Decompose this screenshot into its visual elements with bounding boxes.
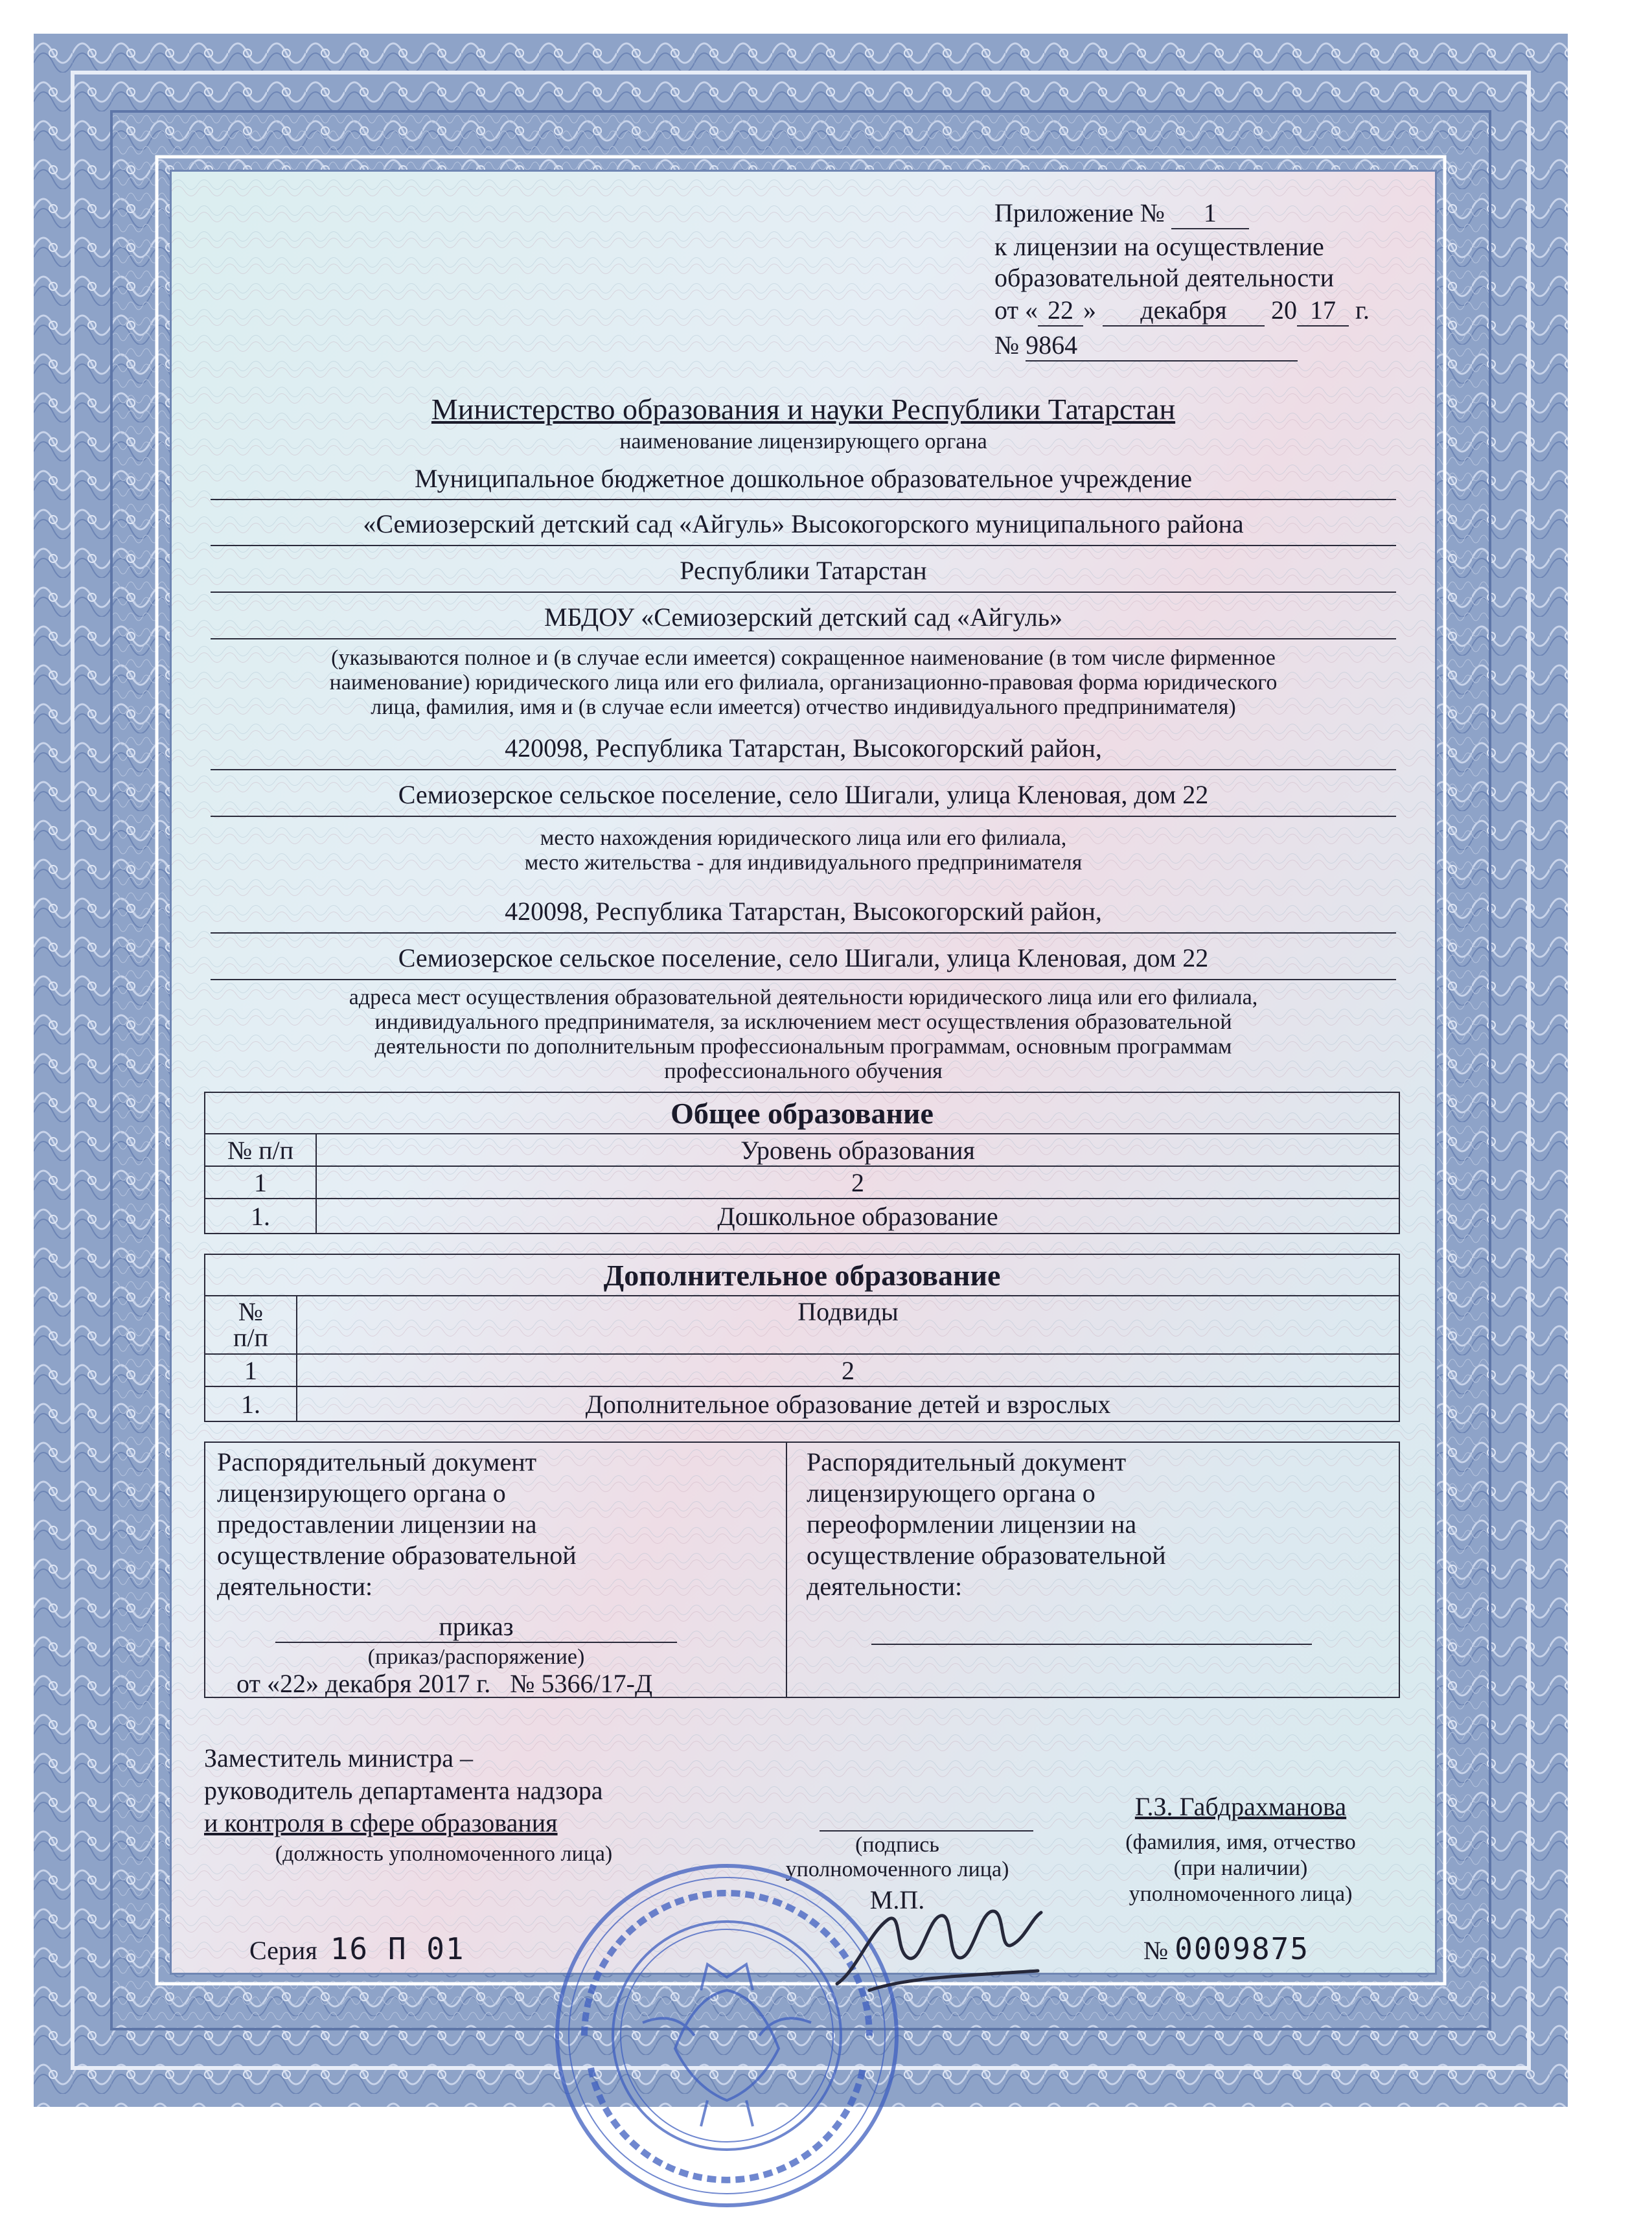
activity-caption-1: адреса мест осуществления образовательной деятельности юридического лица или его филиала, [349,985,1258,1009]
location-line-2: Семиозерское сельское поселение, село Шигали, улица Кленовая, дом 22 [398,780,1209,809]
date-month: декабря [1103,295,1265,327]
org-line-3: Республики Татарстан [680,556,927,585]
table-row: 1 [205,1354,297,1386]
series: Серия 16 П 01 [249,1931,465,1966]
table-row: 1 [205,1166,316,1199]
order-reissue-label: Распорядительный документ лицензирующего органа о переоформлении лицензии на осуществление образовательной деятельности: [807,1447,1166,1601]
appendix-number: 1 [1171,198,1249,229]
signatory-name: Г.З. Габдрахманова [1134,1792,1347,1821]
activity-caption-4: профессионального обучения [664,1059,943,1083]
appendix-date: от « 22 » декабря 20 17 г. [994,295,1370,327]
signatory-position-caption: (должность уполномоченного лица) [275,1842,613,1866]
name-caption-3: уполномоченного лица) [1129,1882,1353,1906]
general-education-table: Общее образование № п/п Уровень образования 1 2 1. Дошкольное образование [204,1092,1400,1234]
activity-address-line-1: 420098, Республика Татарстан, Высокогорский район, [505,897,1102,926]
org-caption-3: лица, фамилия, имя и (в случае если имеется) отчество индивидуального предпринимателя) [371,695,1236,719]
signature-caption-1: (подпись [855,1833,939,1857]
col-subtypes: Подвиды [297,1296,1399,1354]
form-number-value: 0009875 [1175,1931,1310,1966]
name-caption-2: (при наличии) [1173,1856,1308,1880]
col-number: № п/п [205,1134,316,1166]
org-caption-2: наименование) юридического лица или его филиала, организационно-правовая форма юридического [329,671,1278,695]
order-date-number: от «22» декабря 2017 г. № 5366/17-Д [236,1669,653,1698]
license-number: № 9864 [994,330,1298,362]
general-education-title: Общее образование [205,1092,1399,1134]
seal-label: М.П. [869,1885,925,1914]
col-number: № п/п [205,1296,297,1354]
table-row: 1. [205,1386,297,1421]
series-value: 16 П 01 [330,1931,465,1966]
additional-education-table: Дополнительное образование № п/п Подвиды 1 2 1. Дополнительное образование детей и взрослых [204,1254,1400,1422]
activity-caption-3: деятельности по дополнительным профессиональным программам, основным программам [374,1035,1232,1059]
appendix-label: Приложение № 1 [994,198,1249,229]
order-type-caption: (приказ/распоряжение) [367,1645,585,1669]
location-caption-1: место нахождения юридического лица или его филиала, [540,826,1067,850]
order-type: приказ [275,1611,677,1643]
appendix-line2: к лицензии на осуществление [994,232,1324,261]
org-caption-1: (указываются полное и (в случае если имеется) сокращенное наименование (в том числе фирменное [331,646,1276,670]
additional-education-title: Дополнительное образование [205,1254,1399,1296]
license-number-value: 9864 [1026,330,1298,362]
signature-caption-2: уполномоченного лица) [785,1857,1009,1881]
name-caption-1: (фамилия, имя, отчество [1125,1830,1356,1854]
col-level: Уровень образования [316,1134,1399,1166]
date-year: 17 [1297,295,1349,327]
org-line-2: «Семиозерский детский сад «Айгуль» Высокогорского муниципального района [363,509,1244,538]
order-grant-label: Распорядительный документ лицензирующего органа о предоставлении лицензии на осуществление образовательной деятельности: [217,1447,577,1601]
date-day: 22 [1038,295,1083,327]
appendix-line3: образовательной деятельности [994,263,1334,292]
signatory-position: Заместитель министра – руководитель департамента надзора и контроля в сфере образования [204,1743,603,1837]
location-caption-2: место жительства - для индивидуального предпринимателя [524,851,1083,875]
document-body [170,170,1437,1975]
activity-address-line-2: Семиозерское сельское поселение, село Шигали, улица Кленовая, дом 22 [398,943,1209,972]
authority-caption: наименование лицензирующего органа [619,430,987,454]
license-sheet [34,34,1568,2107]
form-number: № 0009875 [1143,1931,1310,1966]
table-row: 1. [205,1199,316,1234]
location-line-1: 420098, Республика Татарстан, Высокогорский район, [505,733,1102,763]
signature-icon [831,1893,1044,2003]
activity-caption-2: индивидуального предпринимателя, за исключением мест осуществления образовательной [374,1010,1232,1034]
org-short-name: МБДОУ «Семиозерский детский сад «Айгуль» [544,603,1063,632]
org-line-1: Муниципальное бюджетное дошкольное образовательное учреждение [415,464,1192,493]
authority-name: Министерство образования и науки Республики Татарстан [431,393,1176,426]
